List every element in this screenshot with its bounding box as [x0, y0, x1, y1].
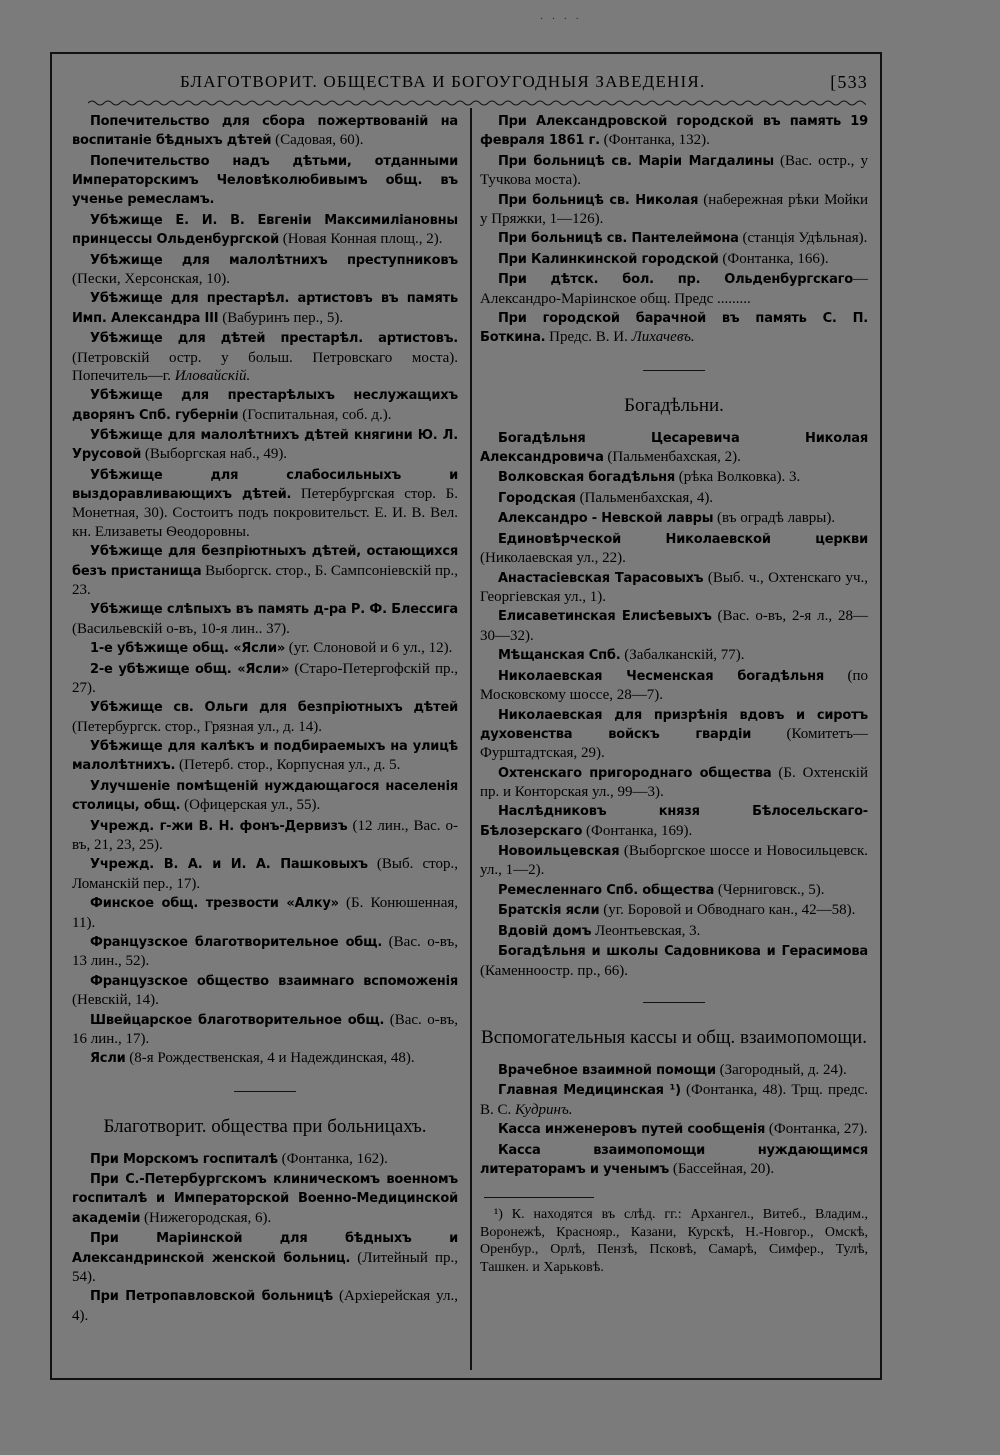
entry-name: Ремесленнаго Спб. общества — [498, 882, 715, 898]
list-item — [480, 1141, 868, 1180]
entry-text: (Фонтанка, 27). — [765, 1121, 868, 1138]
section-heading-funds: Вспомогательныя кассы и общ. взаимопомощи. — [481, 1027, 867, 1048]
entry-text: Предс. В. И. — [545, 329, 632, 346]
list-item — [480, 901, 868, 920]
entry-name: При Маріинской для бѣдныхъ и Александринской женской больниц. — [72, 1231, 458, 1266]
entry-text: (Васильевскій о-въ, 10-я лин.. 37). — [72, 620, 290, 637]
entry-person: Лихачевъ. — [631, 329, 695, 346]
entry-text: (Старо-Петергофскій пр., 27). — [72, 660, 459, 696]
list-item — [480, 881, 868, 900]
entry-name: Богадѣльня Цесаревича Николая Александровича — [480, 430, 868, 465]
section-rule — [643, 1002, 705, 1003]
right-column — [480, 112, 868, 1276]
list-item — [480, 1081, 868, 1119]
list-item — [72, 972, 458, 1010]
section-heading-hospitals: Благотворит. общества при больницахъ. — [103, 1115, 427, 1137]
list-item — [72, 112, 458, 151]
list-item — [480, 509, 868, 528]
list-item — [480, 229, 868, 248]
entry-name: Братскія ясли — [498, 903, 600, 919]
list-item — [480, 112, 868, 151]
entry-name: Убѣжище Е. И. В. Евгеніи Максимиліановны принцессы Ольденбургской — [72, 212, 458, 248]
entry-person: Кудринъ. — [515, 1101, 573, 1118]
entry-name: Убѣжище св. Ольги для безпріютныхъ дѣтей — [90, 700, 458, 716]
entry-name: Мѣщанская Спб. — [498, 648, 621, 664]
entry-name: Французское благотворительное общ. — [90, 935, 383, 951]
list-item — [480, 429, 868, 468]
hospital-societies-list — [72, 1150, 458, 1325]
funds-list — [480, 1061, 868, 1179]
entry-text: (8-я Рождественская, 4 и Надеждинская, 48). — [125, 1050, 415, 1067]
entry-text: (Каменноостр. пр., 66). — [480, 962, 628, 979]
entry-text: (Вас. о-въ, 13 лин., 52). — [72, 934, 458, 970]
entry-text: (Вабуринъ пер., 5). — [218, 309, 344, 326]
list-item — [480, 646, 868, 665]
entry-name: Убѣжище для малолѣтнихъ дѣтей княгини Ю. Л. Урусовой — [72, 428, 458, 463]
list-item — [480, 569, 868, 607]
entry-name: При Калинкинской городской — [498, 251, 719, 267]
list-item — [480, 607, 868, 645]
entry-name: Французское общество взаимнаго вспоможенія — [90, 973, 458, 989]
list-item — [72, 251, 458, 289]
list-item — [72, 466, 458, 541]
entry-text: (Петровскій остр. у больш. Петровскаго моста). Попечитель—г. — [72, 349, 458, 384]
entry-text: (Петербургск. стор., Грязная ул., д. 14). — [72, 718, 322, 735]
list-item — [72, 817, 458, 855]
entry-text: Выборгск. стор., Б. Сампсоніевскій пр., 23. — [72, 562, 459, 598]
section-rule — [234, 1091, 296, 1092]
entry-name: Главная Медицинская ¹) — [498, 1083, 681, 1099]
entry-text: (Пески, Херсонская, 10). — [72, 270, 231, 287]
entry-text: (Фонтанка, 48). Трщ. предс. В. С. — [480, 1082, 868, 1118]
wavy-rule — [88, 98, 866, 108]
entry-name: Убѣжище для калѣкъ и подбираемыхъ на улицѣ малолѣтнихъ. — [72, 739, 458, 774]
entry-name: Александро - Невской лавры — [498, 511, 714, 527]
list-item — [72, 1049, 458, 1068]
section-rule — [643, 370, 705, 371]
entry-text: (Выборгская наб., 49). — [141, 446, 288, 463]
entry-text: (уг. Боровой и Обводнаго кан., 42—58). — [599, 902, 856, 919]
running-head-title: БЛАГОТВОРИТ. ОБЩЕСТВА И БОГОУГОДНЫЯ ЗАВЕДЕНІЯ. — [180, 72, 706, 91]
list-item — [72, 426, 458, 465]
entry-text: (Пальменбахская, 2). — [603, 448, 741, 465]
list-item — [72, 152, 458, 210]
entry-name: Вдовій домъ — [498, 923, 592, 939]
list-item — [72, 386, 458, 425]
list-item — [480, 152, 868, 190]
entry-name: Швейцарское благотворительное общ. — [90, 1012, 385, 1028]
running-head — [70, 72, 870, 98]
entry-name: Убѣжище для престарѣлыхъ неслужащихъ дворянъ Спб. губерніи — [72, 388, 458, 423]
entry-name: Николаевская для призрѣнія вдовъ и сиротъ духовенства войскъ гвардіи — [480, 707, 868, 742]
entry-name: Врачебное взаимной помощи — [498, 1063, 716, 1078]
entry-text: (Выб. стор., Ломанскій пер., 17). — [72, 856, 458, 892]
list-item — [72, 329, 458, 385]
entry-name: Богадѣльня и школы Садовникова и Герасимова — [498, 944, 868, 960]
footnote-rule — [484, 1197, 594, 1198]
entry-text: (Вас. о-въ, 16 лин., 17). — [72, 1011, 458, 1047]
entry-text: (Бассейная, 20). — [669, 1161, 775, 1178]
entry-name: Единовѣрческой Николаевской церкви — [498, 531, 868, 547]
entry-name: Попечительство надъ дѣтьми, отданными Императорскимъ Человѣколюбивымъ общ. въ ученье ремесламъ. — [72, 153, 458, 208]
entry-name: Убѣжище для престарѣл. артистовъ въ память Имп. Александра III — [72, 291, 458, 326]
list-item — [480, 489, 868, 508]
entry-text: (Петерб. стор., Корпусная ул., д. 5. — [175, 757, 401, 774]
entry-text: (Нижегородская, 6). — [140, 1209, 272, 1226]
left-entries — [72, 112, 458, 1069]
list-item — [72, 855, 458, 893]
entry-text: (Фонтанка, 169). — [582, 822, 693, 839]
entry-name: При Морскомъ госпиталѣ — [90, 1151, 278, 1167]
list-item — [480, 191, 868, 229]
entry-text: (станція Удѣльная). — [738, 230, 868, 247]
entry-text: (12 лин., Вас. о-въ, 21, 23, 25). — [72, 817, 458, 853]
entry-text: (въ оградѣ лавры). — [713, 510, 836, 527]
entry-name: Улучшеніе помѣщеній нуждающагося населенія столицы, общ. — [72, 778, 458, 814]
entry-text: (Загородный, д. 24). — [715, 1062, 847, 1078]
list-item — [480, 706, 868, 763]
list-item — [72, 894, 458, 932]
list-item — [72, 1229, 458, 1286]
entry-text: (уг. Слоновой и 6 ул., 12). — [285, 640, 453, 657]
entry-name: Анастасіевская Тарасовыхъ — [498, 570, 704, 586]
entry-text: (Забалканскій, 77). — [620, 647, 745, 664]
list-item — [480, 764, 868, 802]
list-item — [72, 211, 458, 250]
list-item — [480, 530, 868, 568]
entry-text: (Фонтанка, 132). — [599, 132, 710, 149]
entry-name: При больницѣ св. Пантелеймона — [498, 231, 739, 247]
entry-text: —Александро-Маріинское общ. Предс ......... — [480, 271, 868, 307]
list-item — [480, 1061, 868, 1080]
entry-name: Елисаветинская Елисѣевыхъ — [498, 609, 712, 625]
entry-text: (рѣка Волковка). 3. — [675, 469, 801, 486]
entry-name: При городской барачной въ память С. П. Боткина. — [480, 311, 868, 346]
column-divider — [470, 108, 472, 1370]
entry-name: Убѣжище для дѣтей престарѣл. артистовъ. — [90, 331, 458, 347]
entry-name: Убѣжище для слабосильныхъ и выздоравливающихъ дѣтей. — [72, 467, 458, 503]
list-item — [72, 542, 458, 599]
entry-text: (Госпитальная, соб. д.). — [238, 406, 392, 423]
list-item — [480, 942, 868, 980]
list-item — [480, 270, 868, 308]
list-item — [480, 309, 868, 348]
entry-text: (Офицерская ул., 55). — [180, 797, 321, 814]
entry-name: При дѣтск. бол. пр. Ольденбургскаго — [498, 272, 853, 288]
entry-text: (Новая Конная площ., 2). — [279, 231, 443, 248]
entry-name: Учрежд. г-жи В. Н. фонъ-Дервизъ — [90, 818, 348, 834]
entry-name: 2-е убѣжище общ. «Ясли» — [90, 661, 290, 677]
entry-name: Убѣжище для безпріютныхъ дѣтей, остающихся безъ пристанища — [72, 544, 458, 579]
entry-name: Новоильцевская — [498, 844, 620, 860]
entry-name: Ясли — [90, 1051, 126, 1067]
entry-name: Касса взаимопомощи нуждающимся литераторамъ и ученымъ — [480, 1142, 868, 1178]
list-item — [480, 667, 868, 705]
entry-text: Петербургская стор. Б. Монетная, 30). Состоитъ подъ покровительст. Е. И. В. Вел. кн. Елизаветы Ѳеодоровны. — [72, 486, 458, 540]
list-item — [72, 1287, 458, 1325]
entry-name: При больницѣ св. Николая — [498, 192, 699, 208]
list-item — [480, 250, 868, 269]
entry-name: Волковская богадѣльня — [498, 470, 676, 486]
list-item — [480, 802, 868, 841]
list-item — [480, 1120, 868, 1139]
entry-text: (по Московскому шоссе, 28—7). — [480, 667, 868, 704]
entry-name: При Петропавловской больницѣ — [90, 1289, 334, 1305]
entry-text: (Архіерейская ул., 4). — [72, 1288, 458, 1324]
list-item — [72, 600, 458, 638]
entry-name: Финское общ. трезвости «Алку» — [90, 896, 339, 912]
entry-text: (Николаевская ул., 22). — [480, 550, 626, 567]
entry-text: (Невскій, 14). — [72, 992, 159, 1009]
entry-text: (Вас. остр., у Тучкова моста). — [480, 152, 868, 189]
entry-name: Городская — [498, 490, 576, 506]
entry-text: (Пальменбахская, 4). — [575, 489, 714, 506]
list-item — [72, 1011, 458, 1049]
list-item — [72, 698, 458, 736]
list-item — [480, 922, 868, 941]
scan-specks: · · · · — [540, 14, 582, 25]
list-item — [72, 1170, 458, 1228]
entry-text: (Садовая, 60). — [271, 132, 364, 149]
right-entries — [480, 112, 868, 348]
entry-text: (Б. Конюшенная, 11). — [72, 895, 459, 931]
section-heading-almshouses: Богадѣльни. — [624, 394, 724, 416]
list-item — [72, 777, 458, 816]
entry-text: (Выб. ч., Охтенскаго уч., Георгіевская ул., 1). — [480, 569, 869, 605]
entry-name: При С.-Петербургскомъ клиническомъ военномъ госпиталѣ и Императорской Военно-Медицинской академіи — [72, 1172, 458, 1226]
list-item — [480, 842, 868, 880]
entry-name: При больницѣ св. Маріи Магдалины — [498, 153, 774, 169]
almshouses-list — [480, 429, 868, 980]
entry-person: Иловайскій. — [174, 367, 251, 384]
entry-text: (Выборгское шоссе и Новосильцевск. ул., 1—2). — [480, 843, 868, 879]
entry-name: Учрежд. В. А. и И. А. Пашковыхъ — [90, 857, 368, 873]
entry-text: (Комитетъ—Фурштадтская, 29). — [480, 725, 868, 762]
entry-name: При Александровской городской въ память 19 февраля 1861 г. — [480, 114, 868, 149]
page-number: [533 — [830, 72, 868, 92]
list-item — [72, 639, 458, 658]
footnote: ¹) К. находятся въ слѣд. гг.: Архангел., Витеб., Владим., Воронежѣ, Краснояр., Казани, Курскѣ, Н.-Новгор., Омскѣ, Оренбур., Орлѣ, Пензѣ, Псковѣ, Самарѣ, Симфер., Тулѣ, Ташкен. и Харьковѣ. — [480, 1207, 868, 1275]
entry-text: Леонтьевская, 3. — [591, 922, 701, 939]
entry-text: (Фонтанка, 166). — [718, 250, 829, 267]
entry-name: Попечительство для сбора пожертвованій на воспитаніе бѣдныхъ дѣтей — [72, 114, 458, 149]
list-item — [72, 289, 458, 328]
entry-text: (Литейный пр., 54). — [72, 1249, 458, 1285]
entry-name: Касса инженеровъ путей сообщенія — [498, 1122, 766, 1138]
list-item — [480, 468, 868, 487]
entry-name: Охтенскаго пригороднаго общества — [498, 765, 772, 781]
list-item — [72, 1150, 458, 1169]
entry-name: Убѣжище слѣпыхъ въ память д-ра Р. Ф. Блессига — [90, 602, 458, 618]
list-item — [72, 933, 458, 971]
entry-name: Убѣжище для малолѣтнихъ преступниковъ — [90, 252, 458, 268]
left-column — [72, 112, 458, 1326]
entry-text: (Фонтанка, 162). — [277, 1150, 388, 1167]
entry-text: (Б. Охтенскій пр. и Конторская ул., 99—3). — [480, 764, 869, 800]
entry-name: 1-е убѣжище общ. «Ясли» — [90, 641, 286, 657]
list-item — [72, 660, 458, 698]
entry-text: (Вас. о-въ, 2-я л., 28—30—32). — [480, 608, 868, 644]
entry-text: (Черниговск., 5). — [714, 881, 825, 898]
entry-name: Николаевская Чесменская богадѣльня — [498, 668, 825, 684]
entry-text: (набережная рѣки Мойки у Пряжки, 1—126). — [480, 191, 868, 227]
entry-name: Наслѣдниковъ князя Бѣлосельскаго-Бѣлозерскаго — [480, 804, 868, 839]
list-item — [72, 737, 458, 776]
